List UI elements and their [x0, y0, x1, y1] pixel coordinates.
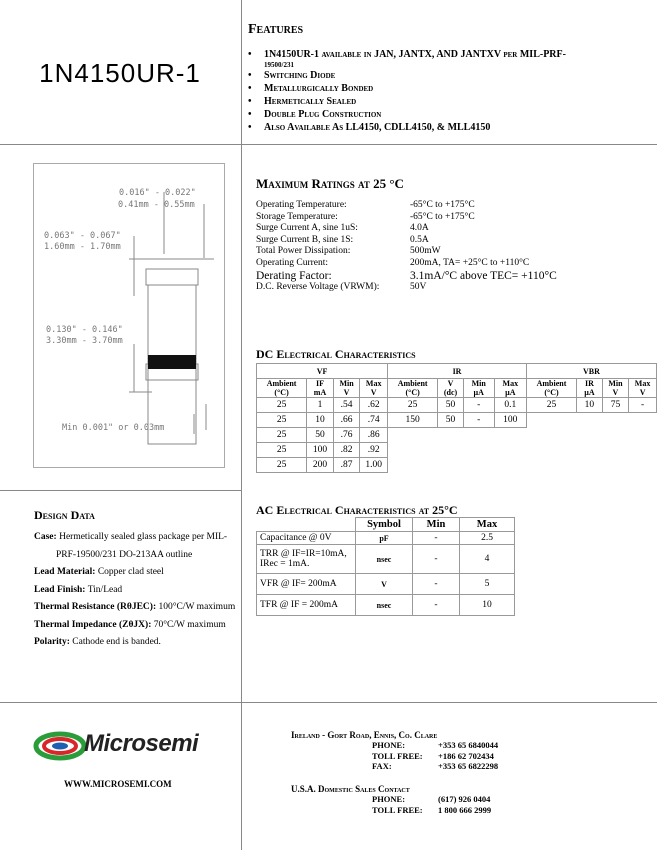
feature-item: • 1N4150UR-1 available in JAN, JANTX, AND JANTXV per MIL-PRF- 19500/231 [248, 48, 648, 69]
rating-row: Total Power Dissipation: 500mW [256, 246, 441, 257]
design-polarity: Polarity: Cathode end is banded. [34, 637, 161, 647]
rating-row: Surge Current B, sine 1S: 0.5A [256, 234, 429, 245]
dc-group-row [257, 364, 657, 379]
dc-header: IR µA [577, 379, 603, 398]
dc-data-row: 25 100 .82 .92 [257, 443, 657, 458]
rating-row: Derating Factor: 3.1mA/°C above TEC= +110°C [256, 269, 557, 282]
dim-length-in: 0.130" - 0.146" [46, 325, 123, 335]
part-number: 1N4150UR-1 [39, 58, 201, 88]
feature-item: • Hermetically Sealed [248, 95, 648, 108]
dc-title: DC Electrical Characteristics [256, 347, 416, 361]
ireland-title: Ireland - Gort Road, Ennis, Co. Clare [291, 730, 438, 740]
dim-lead-width-in: 0.016" - 0.022" [119, 188, 196, 198]
ac-row: Capacitance @ 0V pF - 2.5 [257, 532, 515, 545]
dc-header-row [257, 379, 657, 398]
dc-header: V (dc) [438, 379, 464, 398]
rating-row: Surge Current A, sine 1uS: 4.0A [256, 223, 429, 234]
rating-row: Operating Temperature: -65°C to +175°C [256, 200, 475, 210]
dc-table [256, 363, 657, 473]
dc-group-vf: VF [257, 364, 388, 379]
ac-header: Max [460, 518, 515, 532]
dc-header: Min V [333, 379, 359, 398]
ac-header: Symbol [356, 518, 413, 532]
ac-table [256, 517, 515, 616]
dc-data-row: 25 10 .66 .74 150 50 - 100 [257, 413, 657, 428]
horizontal-divider [0, 490, 241, 491]
horizontal-divider [0, 702, 657, 703]
ac-row: TRR @ IF=IR=10mA, IRec = 1mA. nsec - 4 [257, 545, 515, 574]
dc-header: Max V [360, 379, 388, 398]
rating-row: Storage Temperature: -65°C to +175°C [256, 211, 475, 222]
ac-header-row [257, 518, 515, 532]
feature-item: • Double Plug Construction [248, 108, 648, 121]
dc-data-row: 25 200 .87 1.00 [257, 458, 657, 473]
dim-min-gap: Min 0.001" or 0.03mm [62, 423, 165, 433]
ac-row: TFR @ IF = 200mA nsec - 10 [257, 595, 515, 616]
dc-header: Min µA [463, 379, 494, 398]
rating-row: Operating Current: 200mA, TA= +25°C to +110°C [256, 257, 530, 268]
design-case-cont: PRF-19500/231 DO-213AA outline [56, 549, 193, 560]
design-data-title: Design Data [34, 508, 95, 522]
dc-header: Ambient (°C) [257, 379, 307, 398]
dim-body-dia-in: 0.063" - 0.067" [44, 231, 121, 241]
horizontal-divider [0, 144, 657, 145]
dc-header: Max µA [494, 379, 526, 398]
ac-row: VFR @ IF= 200mA V - 5 [257, 574, 515, 595]
design-case: Case: Hermetically sealed glass package per MIL- [34, 532, 228, 542]
rating-row: D.C. Reverse Voltage (VRWM): 50V [256, 282, 427, 293]
dc-header: Ambient (°C) [526, 379, 576, 398]
vertical-divider [241, 0, 242, 850]
usa-contact: U.S.A. Domestic Sales Contact PHONE: (617) 926 0404 TOLL FREE: 1 800 666 2999 [291, 784, 492, 815]
design-thermal-impedance: Thermal Impedance (ZθJX): 70°C/W maximum [34, 619, 226, 630]
dim-body-dia-mm: 1.60mm - 1.70mm [44, 242, 121, 252]
feature-item: • Also Available As LL4150, CDLL4150, & MLL4150 [248, 121, 648, 134]
package-drawing [33, 163, 225, 468]
features-list [248, 48, 648, 134]
dc-group-vbr: VBR [526, 364, 656, 379]
logo-text: Microsemi [84, 730, 199, 757]
website-link[interactable]: WWW.MICROSEMI.COM [64, 779, 172, 789]
usa-title: U.S.A. Domestic Sales Contact [291, 784, 410, 794]
dc-data-row: 25 1 .54 .62 25 50 - 0.1 25 10 75 - [257, 398, 657, 413]
dc-group-ir: IR [388, 364, 527, 379]
dc-data-row: 25 50 .76 .86 [257, 428, 657, 443]
ac-header: Min [413, 518, 460, 532]
feature-item: • Switching Diode [248, 69, 648, 82]
design-thermal-resistance: Thermal Resistance (RθJEC): 100°C/W maximum [34, 602, 236, 612]
feature-item: • Metallurgically Bonded [248, 82, 648, 95]
dc-header: Max V [629, 379, 657, 398]
design-lead-material: Lead Material: Copper clad steel [34, 567, 164, 577]
features-title: Features [248, 22, 304, 37]
design-data [34, 531, 239, 654]
dc-header: Min V [602, 379, 628, 398]
dc-header: IF mA [307, 379, 334, 398]
microsemi-logo [32, 728, 222, 764]
dim-length-mm: 3.30mm - 3.70mm [46, 336, 123, 346]
dc-header: Ambient (°C) [388, 379, 438, 398]
ac-title: AC Electrical Characteristics at 25°C [256, 503, 458, 517]
logo-swirl-icon [32, 728, 88, 764]
dim-lead-width-mm: 0.41mm - 0.55mm [118, 200, 195, 210]
ratings-table [256, 200, 557, 294]
ratings-title: Maximum Ratings at 25 °C [256, 176, 404, 191]
design-lead-finish: Lead Finish: Tin/Lead [34, 584, 123, 595]
ireland-contact: Ireland - Gort Road, Ennis, Co. Clare PHONE: +353 65 6840044 TOLL FREE: +186 62 702434 FAX: +353 65 6822298 [291, 730, 499, 772]
